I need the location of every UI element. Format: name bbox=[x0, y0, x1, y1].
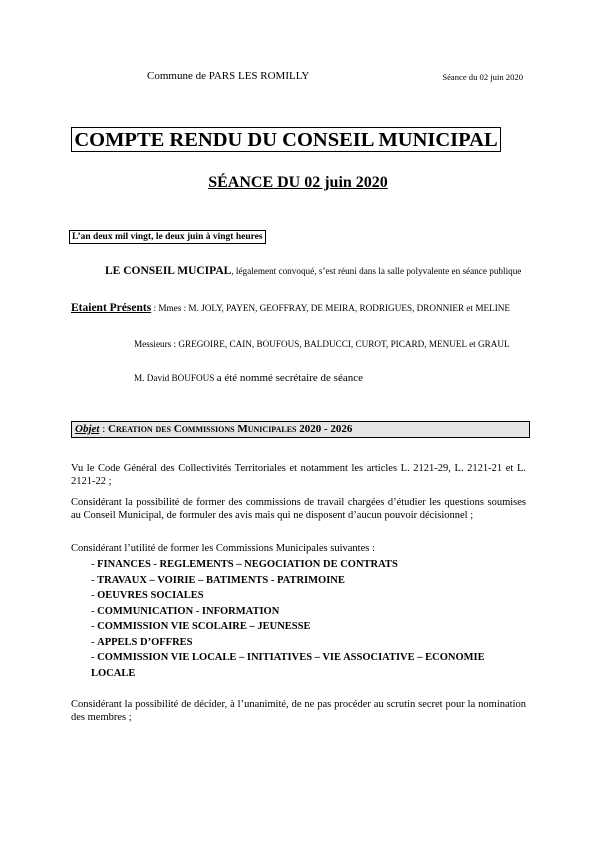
commission-list bbox=[91, 557, 531, 681]
list-item: - COMMISSION VIE LOCALE – INITIATIVES – VIE ASSOCIATIVE – ECONOMIE LOCALE bbox=[91, 652, 485, 679]
seance-heading: SÉANCE DU 02 juin 2020 bbox=[208, 174, 388, 191]
paragraph-considerant-3: Considérant la possibilité de décider, à l’unanimité, de ne pas procéder au scrutin secret pour la nomination des membres ; bbox=[71, 699, 526, 723]
conseil-text: , légalement convoqué, s’est réuni dans la salle polyvalente en séance publique bbox=[231, 266, 522, 276]
paragraph-considerant-1: Considérant la possibilité de former des commissions de travail chargées d’étudier les questions soumises au Conseil Municipal, de formuler des avis mais qui ne disposent d’aucun pouvoir décisionnel ; bbox=[71, 497, 526, 521]
list-item: - FINANCES - REGLEMENTS – NEGOCIATION DE CONTRATS bbox=[91, 559, 398, 570]
commission-label: OEUVRES SOCIALES bbox=[97, 590, 204, 601]
objet-title: Creation des Commissions Municipales 2020 - 2026 bbox=[108, 423, 353, 435]
commission-label: APPELS D’OFFRES bbox=[97, 636, 193, 648]
presents-mmes: : Mmes : M. JOLY, PAYEN, GEOFFRAY, DE MEIRA, RODRIGUES, DRONNIER et MELINE bbox=[151, 303, 511, 313]
seance-date-header: Séance du 02 juin 2020 bbox=[442, 72, 523, 82]
paragraph-considerant-2: Considérant l’utilité de former les Commissions Municipales suivantes : bbox=[71, 543, 375, 554]
commission-label: COMMUNICATION - INFORMATION bbox=[97, 605, 280, 617]
objet-label: Objet bbox=[75, 423, 100, 435]
commune-name: Commune de PARS LES ROMILLY bbox=[147, 70, 310, 82]
list-item: - COMMISSION VIE SCOLAIRE – JEUNESSE bbox=[91, 621, 311, 632]
conseil-lead: LE CONSEIL MUCIPAL bbox=[105, 265, 232, 277]
paragraph-vu: Vu le Code Général des Collectivités Territoriales et notamment les articles L. 2121-29, L. 2121-21 et L. 2121-22 ; bbox=[71, 463, 526, 487]
presents-block bbox=[71, 302, 526, 314]
commission-label: COMMISSION VIE LOCALE – INITIATIVES – VIE ASSOCIATIVE – ECONOMIE LOCALE bbox=[91, 652, 485, 679]
objet-box bbox=[71, 421, 530, 438]
list-item: - COMMUNICATION - INFORMATION bbox=[91, 605, 280, 617]
secretaire-role: a été nommé secrétaire de séance bbox=[216, 372, 363, 384]
document-title: COMPTE RENDU DU CONSEIL MUNICIPAL bbox=[71, 127, 501, 152]
commission-label: TRAVAUX – VOIRIE – BATIMENTS - PATRIMOINE bbox=[97, 574, 345, 586]
objet-separator: : bbox=[99, 423, 109, 435]
date-line: L’an deux mil vingt, le deux juin à vingt heures bbox=[69, 230, 266, 244]
conseil-paragraph bbox=[71, 265, 526, 278]
commission-label: FINANCES - REGLEMENTS – NEGOCIATION DE CONTRATS bbox=[97, 559, 398, 570]
list-item: - APPELS D’OFFRES bbox=[91, 636, 193, 648]
presents-messieurs: Messieurs : GREGOIRE, CAIN, BOUFOUS, BALDUCCI, CUROT, PICARD, MENUEL et GRAUL bbox=[134, 339, 510, 349]
commission-label: COMMISSION VIE SCOLAIRE – JEUNESSE bbox=[97, 621, 311, 632]
list-item: - OEUVRES SOCIALES bbox=[91, 590, 204, 601]
list-item: - TRAVAUX – VOIRIE – BATIMENTS - PATRIMOINE bbox=[91, 574, 345, 586]
presents-label: Etaient Présents bbox=[71, 302, 152, 314]
secretaire-line bbox=[134, 372, 363, 384]
secretaire-name: M. David BOUFOUS bbox=[134, 373, 217, 383]
